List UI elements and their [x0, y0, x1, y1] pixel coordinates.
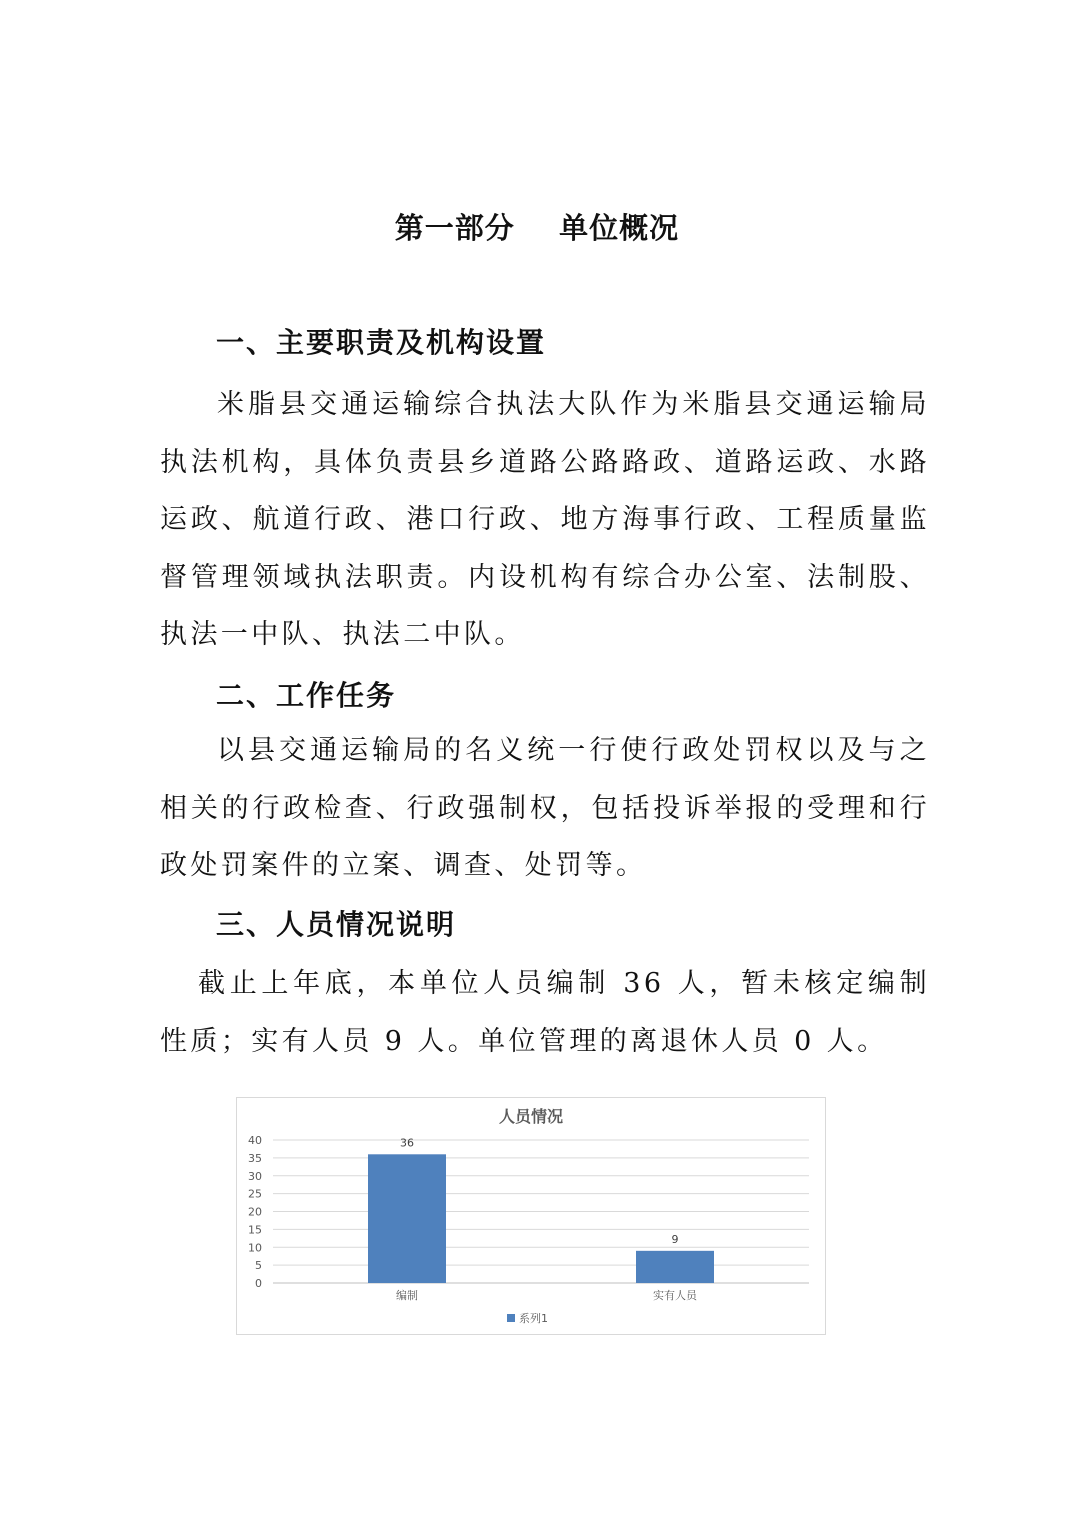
page-title: 第一部分 单位概况: [394, 211, 680, 245]
y-tick-label: 15: [248, 1223, 262, 1237]
chart-gridlines: [273, 1140, 809, 1283]
data-label: 9: [671, 1232, 679, 1246]
x-category-label: 编制: [396, 1289, 418, 1302]
chart-legend: [507, 1311, 548, 1325]
bar-1: [368, 1154, 446, 1283]
staff-chart: [236, 1097, 826, 1335]
y-tick-label: 0: [255, 1277, 262, 1290]
paragraph-staff: 截止上年底，本单位人员编制 36 人，暂未核定编制性质；实有人员 9 人。单位管理的离退休人员 0 人。: [160, 968, 930, 1057]
section-heading-tasks: 二、工作任务: [216, 679, 397, 712]
section-heading-staff: 三、人员情况说明: [216, 908, 457, 941]
paragraph-duties: 米脂县交通运输综合执法大队作为米脂县交通运输局执法机构，具体负责县乡道路公路路政、道路运政、水路运政、航道行政、港口行政、地方海事行政、工程质量监督管理领域执法职责。内设机构有综合办公室、法制股、执法一中队、执法二中队。: [160, 389, 930, 650]
y-tick-label: 25: [248, 1187, 262, 1201]
y-tick-label: 35: [248, 1151, 262, 1165]
x-category-label: 实有人员: [653, 1289, 697, 1302]
y-tick-label: 10: [248, 1241, 262, 1255]
legend-swatch: [507, 1314, 515, 1322]
chart-bars: [368, 1154, 714, 1283]
bar-2: [636, 1251, 714, 1283]
chart-y-axis: [248, 1134, 262, 1290]
data-label: 36: [400, 1136, 414, 1150]
chart-x-axis: [396, 1288, 698, 1302]
paragraph-tasks: 以县交通运输局的名义统一行使行政处罚权以及与之相关的行政检查、行政强制权，包括投诉举报的受理和行政处罚案件的立案、调查、处罚等。: [160, 735, 930, 881]
y-tick-label: 30: [248, 1169, 262, 1183]
chart-title: 人员情况: [498, 1107, 564, 1126]
y-tick-label: 20: [248, 1205, 262, 1219]
section-heading-duties: 一、主要职责及机构设置: [216, 326, 547, 359]
legend-label: 系列1: [519, 1312, 548, 1325]
y-tick-label: 5: [255, 1259, 262, 1273]
staff-bar-chart: [237, 1098, 825, 1334]
y-tick-label: 40: [248, 1134, 262, 1147]
